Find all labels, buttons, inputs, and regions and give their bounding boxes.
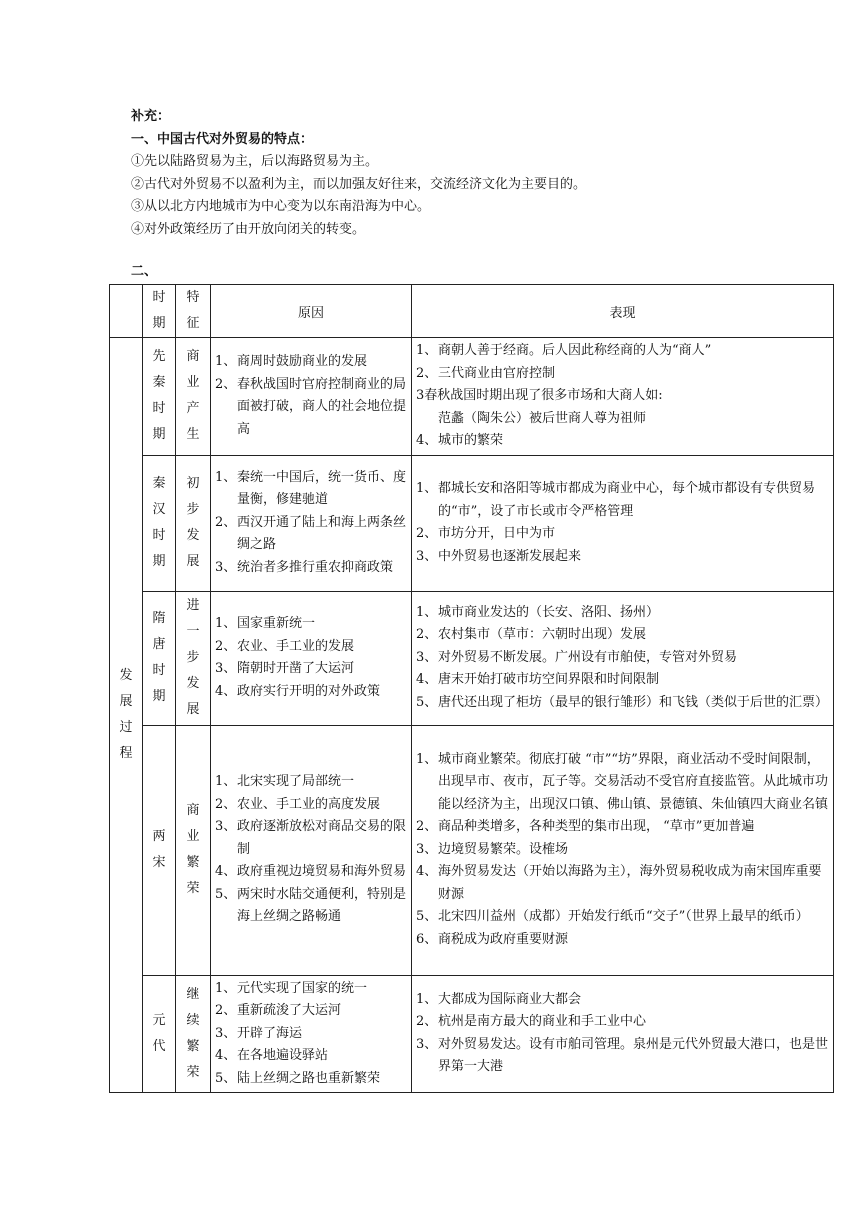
performance-item <box>416 989 829 1012</box>
cause-item-text: 两宋时水陆交通便利，特别是海上丝绸之路畅通 <box>237 886 407 925</box>
cause-item-number: 1、 <box>215 774 237 790</box>
cause-item <box>215 816 407 861</box>
cause-cell <box>211 975 412 1093</box>
cause-item-number: 4、 <box>215 1048 237 1063</box>
performance-item-text: 边境贸易繁荣。设榷场 <box>438 841 569 857</box>
cause-item-text: 统治者多推行重农抑商政策 <box>237 559 394 575</box>
cause-item-text: 隋朝时开凿了大运河 <box>237 661 355 676</box>
cause-cell <box>211 455 412 591</box>
header-blank-cell <box>110 285 143 338</box>
performance-item-number: 2、 <box>416 365 438 381</box>
period-cell: 两 宋 <box>143 725 176 975</box>
performance-item-number: 2、 <box>416 819 438 835</box>
cause-item-text: 国家重新统一 <box>237 616 316 631</box>
performance-item-number: 1、 <box>416 751 438 767</box>
feature-cell: 商 业 产 生 <box>176 338 211 456</box>
table-row <box>110 338 834 456</box>
performance-item <box>416 1011 829 1034</box>
table-row <box>110 455 834 591</box>
performance-item <box>416 839 829 862</box>
cause-item-number: 1、 <box>215 469 237 485</box>
performance-item <box>416 816 829 839</box>
cause-item-number: 2、 <box>215 514 237 530</box>
section1-title: 一、中国古代对外贸易的特点： <box>131 131 314 147</box>
header-period: 时 期 <box>143 285 176 338</box>
cause-item-number: 2、 <box>215 1003 237 1018</box>
performance-item-text: 对外贸易发达。设有市舶司管理。泉州是元代外贸最大港口，也是世界第一大港 <box>438 1036 829 1075</box>
table-header-row <box>110 285 834 338</box>
cause-item-number: 1、 <box>215 354 237 370</box>
performance-item-text: 商品种类增多，各种类型的集市出现， “草市”更加普遍 <box>438 819 755 835</box>
cause-item <box>215 794 407 817</box>
performance-item <box>416 385 829 408</box>
performance-item <box>416 340 829 363</box>
performance-item-text: 唐代还出现了柜坊（最早的银行雏形）和飞钱（类似于后世的汇票） <box>438 694 829 710</box>
cause-item-number: 4、 <box>215 683 237 699</box>
cause-item-text: 重新疏浚了大运河 <box>237 1003 342 1018</box>
performance-item-text: 都城长安和洛阳等城市都成为商业中心，每个城市都设有专供贸易的“市”，设了市长或市令严格管理 <box>438 481 816 519</box>
cause-item-number: 3、 <box>215 819 237 835</box>
performance-item-number: 1、 <box>416 604 438 620</box>
performance-item-number: 2、 <box>416 627 438 643</box>
cause-item-text: 农业、手工业的发展 <box>237 638 355 654</box>
point-3: ③从以北方内地城市为中心变为以东南沿海为中心。 <box>131 199 431 214</box>
performance-item-number: 1、 <box>416 343 438 358</box>
feature-cell: 初 步 发 展 <box>176 455 211 591</box>
section2-title: 二、 <box>131 264 158 279</box>
cause-item <box>215 884 407 929</box>
cause-item <box>215 771 407 794</box>
performance-item <box>416 692 829 715</box>
table-row <box>110 591 834 725</box>
cause-item <box>215 613 407 636</box>
table-row <box>110 975 834 1093</box>
performance-item-number: 1、 <box>416 481 438 496</box>
cause-item-number: 5、 <box>215 886 237 902</box>
cause-item-number: 2、 <box>215 376 237 392</box>
point-4: ④对外政策经历了由开放向闭关的转变。 <box>131 221 366 237</box>
performance-item-number: 5、 <box>416 694 438 710</box>
performance-item-text: 唐末开始打破市坊空间界限和时间限制 <box>438 672 660 688</box>
cause-cell <box>211 338 412 456</box>
cause-item <box>215 557 407 580</box>
performance-item <box>416 602 829 625</box>
performance-item-text: 三代商业由官府控制 <box>438 365 556 381</box>
feature-cell: 进 一 步 发 展 <box>176 591 211 725</box>
performance-item-text: 海外贸易发达（开始以海路为主），海外贸易税收成为南宋国库重要财源 <box>438 864 822 902</box>
performance-item <box>416 408 829 431</box>
header-feature: 特 征 <box>176 285 211 338</box>
period-cell: 先 秦 时 期 <box>143 338 176 456</box>
performance-item-text: 北宋四川益州（成都）开始发行纸币“交子”（世界上最早的纸币） <box>438 909 809 925</box>
cause-item <box>215 1045 407 1068</box>
cause-item-text: 秦统一中国后，统一货币、度量衡，修建驰道 <box>237 469 407 508</box>
performance-cell <box>412 975 834 1093</box>
cause-item-text: 在各地遍设驿站 <box>237 1048 329 1063</box>
point-1: ①先以陆路贸易为主，后以海路贸易为主。 <box>131 154 379 169</box>
cause-item-text: 开辟了海运 <box>237 1025 303 1041</box>
performance-item-number: 1、 <box>416 991 438 1007</box>
performance-item-number: 2、 <box>416 526 438 541</box>
performance-cell <box>412 725 834 975</box>
performance-item <box>416 861 829 906</box>
performance-cell <box>412 455 834 591</box>
cause-item-number: 2、 <box>215 796 237 812</box>
group-label-cell: 发 展 过 程 <box>110 338 143 1093</box>
cause-item <box>215 1023 407 1046</box>
performance-item-text: 商税成为政府重要财源 <box>438 931 569 947</box>
performance-item <box>416 929 829 952</box>
performance-item <box>416 624 829 647</box>
cause-item-number: 3、 <box>215 661 237 676</box>
performance-item-number: 6、 <box>416 931 438 947</box>
period-cell: 秦 汉 时 期 <box>143 455 176 591</box>
performance-item-number: 4、 <box>416 672 438 688</box>
cause-item-text: 农业、手工业的高度发展 <box>237 796 381 812</box>
cause-item-text: 元代实现了国家的统一 <box>237 980 368 996</box>
cause-item <box>215 636 407 659</box>
cause-item-number: 3、 <box>215 1025 237 1041</box>
performance-item-number: 3、 <box>416 841 438 857</box>
performance-item-text: 城市商业繁荣。彻底打破 “市”“坊”界限，商业活动不受时间限制，出现早市、夜市，瓦子等。交易活动不受官府直接监管。从此城市功能以经济为主，出现汉口镇、佛山镇、景德镇、朱仙镇四大商业名镇 <box>438 751 829 812</box>
commerce-history-table <box>109 284 834 1093</box>
cause-cell <box>211 591 412 725</box>
cause-item-text: 西汉开通了陆上和海上两条丝绸之路 <box>237 514 407 553</box>
performance-item <box>416 1034 829 1079</box>
cause-item-number: 2、 <box>215 638 237 654</box>
supplement-heading: 补充： <box>131 109 171 124</box>
cause-item <box>215 681 407 704</box>
header-cause: 原因 <box>211 285 412 338</box>
cause-item-text: 北宋实现了局部统一 <box>237 774 355 790</box>
performance-item-text: 市坊分开，日中为市 <box>438 526 556 541</box>
cause-item <box>215 351 407 374</box>
cause-item-number: 1、 <box>215 616 237 631</box>
performance-item-number: 5、 <box>416 909 438 925</box>
feature-cell: 继 续 繁 荣 <box>176 975 211 1093</box>
cause-item <box>215 861 407 884</box>
performance-item-text: 中外贸易也逐渐发展起来 <box>438 548 582 564</box>
performance-item-text: 商朝人善于经商。后人因此称经商的人为“商人” <box>438 343 712 358</box>
period-cell: 隋 唐 时 期 <box>143 591 176 725</box>
cause-item <box>215 1068 407 1091</box>
performance-item <box>416 523 829 546</box>
performance-item-number: 3、 <box>416 649 438 665</box>
performance-item <box>416 906 829 929</box>
performance-item-text: 城市的繁荣 <box>438 433 504 448</box>
cause-item <box>215 374 407 442</box>
header-performance: 表现 <box>412 285 834 338</box>
cause-item-text: 政府实行开明的对外政策 <box>237 683 381 699</box>
cause-item <box>215 658 407 681</box>
cause-item-number: 5、 <box>215 1070 237 1086</box>
performance-item-text: 范蠡（陶朱公）被后世商人尊为祖师 <box>438 410 647 426</box>
table-row <box>110 725 834 975</box>
cause-item-text: 政府逐渐放松对商品交易的限制 <box>237 819 407 857</box>
performance-item-text: 杭州是南方最大的商业和手工业中心 <box>438 1014 647 1030</box>
cause-cell <box>211 725 412 975</box>
cause-item <box>215 467 407 512</box>
cause-item-text: 陆上丝绸之路也重新繁荣 <box>237 1070 381 1086</box>
performance-item-number: 3、 <box>416 548 438 564</box>
cause-item-number: 1、 <box>215 980 237 996</box>
supplement-section <box>131 106 771 241</box>
performance-cell <box>412 338 834 456</box>
performance-item-number: 2、 <box>416 1014 438 1030</box>
performance-item-text: 对外贸易不断发展。广州设有市舶使，专管对外贸易 <box>438 649 738 665</box>
cause-item <box>215 1000 407 1023</box>
point-2: ②古代对外贸易不以盈利为主，而以加强友好往来，交流经济文化为主要目的。 <box>131 176 587 192</box>
performance-item <box>416 363 829 386</box>
performance-item-text: 大都成为国际商业大都会 <box>438 991 582 1007</box>
cause-item-text: 政府重视边境贸易和海外贸易 <box>237 864 407 880</box>
performance-item <box>416 430 829 453</box>
cause-item-number: 4、 <box>215 864 237 880</box>
performance-item-text: 农村集市（草市：六朝时出现）发展 <box>438 627 647 643</box>
performance-item-number: 4、 <box>416 864 438 880</box>
performance-item <box>416 647 829 670</box>
period-cell: 元 代 <box>143 975 176 1093</box>
performance-item-text: 3春秋战国时期出现了很多市场和大商人如: <box>416 388 663 403</box>
performance-item <box>416 669 829 692</box>
performance-item <box>416 478 829 523</box>
cause-item <box>215 978 407 1001</box>
cause-item <box>215 512 407 557</box>
performance-item <box>416 749 829 817</box>
performance-item-text: 城市商业发达的（长安、洛阳、扬州） <box>438 604 660 620</box>
cause-item-number: 3、 <box>215 559 237 575</box>
performance-cell <box>412 591 834 725</box>
performance-item <box>416 546 829 569</box>
performance-item-number: 3、 <box>416 1036 438 1052</box>
performance-item-number: 4、 <box>416 433 438 448</box>
feature-cell: 商 业 繁 荣 <box>176 725 211 975</box>
cause-item-text: 商周时鼓励商业的发展 <box>237 354 368 370</box>
cause-item-text: 春秋战国时官府控制商业的局面被打破，商人的社会地位提高 <box>237 376 407 437</box>
